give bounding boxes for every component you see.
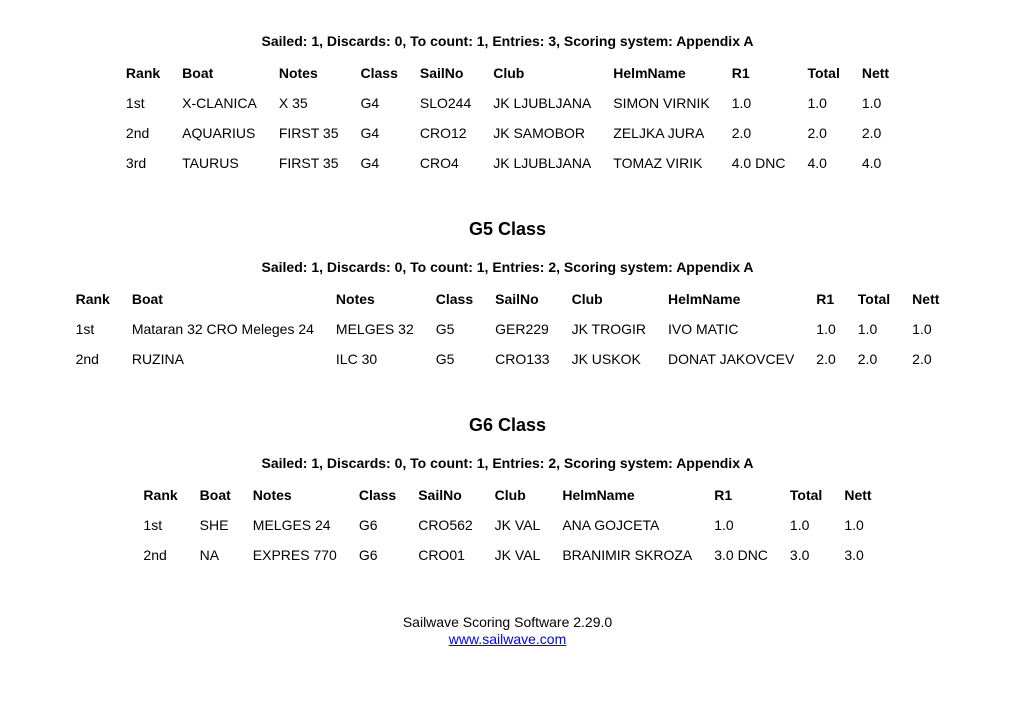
cell-club: JK TROGIR <box>571 321 646 337</box>
cell-notes: MELGES 32 <box>335 321 414 337</box>
cell-boat: X-CLANICA <box>182 95 257 111</box>
cell-sailno: CRO12 <box>419 125 467 141</box>
cell-rank: 1st <box>125 95 145 111</box>
table-row <box>132 540 882 570</box>
cell-helmname: ZELJKA JURA <box>613 125 705 141</box>
table-row <box>115 88 900 118</box>
cell-helmname: TOMAZ VIRIK <box>613 155 703 171</box>
cell-rank: 2nd <box>75 351 99 367</box>
column-header-class: Class <box>360 65 398 81</box>
software-credit: Sailwave Scoring Software 2.29.0 <box>402 614 613 630</box>
cell-rank: 1st <box>143 517 163 533</box>
cell-r1: 3.0 DNC <box>714 547 768 563</box>
sailwave-website-link[interactable]: www.sailwave.com <box>448 631 567 648</box>
cell-class: G5 <box>435 351 455 367</box>
cell-class: G4 <box>360 155 380 171</box>
column-header-rank: Rank <box>125 65 161 81</box>
cell-nett: 2.0 <box>912 351 932 367</box>
table-row <box>115 148 900 178</box>
column-header-total: Total <box>789 487 823 503</box>
cell-club: JK LJUBLJANA <box>493 155 592 171</box>
cell-nett: 2.0 <box>861 125 882 141</box>
cell-rank: 2nd <box>143 547 167 563</box>
cell-rank: 3rd <box>125 155 147 171</box>
column-header-class: Class <box>435 291 474 307</box>
cell-nett: 1.0 <box>912 321 932 337</box>
cell-helmname: BRANIMIR SKROZA <box>562 547 693 563</box>
column-header-helmname: HelmName <box>562 487 635 503</box>
class-heading-g6: G6 Class <box>468 415 547 435</box>
column-header-nett: Nett <box>912 291 940 307</box>
class-heading-g5: G5 Class <box>468 219 547 239</box>
cell-club: JK LJUBLJANA <box>493 95 592 111</box>
cell-class: G4 <box>360 95 380 111</box>
column-header-notes: Notes <box>335 291 375 307</box>
table-row <box>115 118 900 148</box>
scoring-summary-g4: Sailed: 1, Discards: 0, To count: 1, Entries: 3, Scoring system: Appendix A <box>261 33 754 49</box>
scoring-summary-g6: Sailed: 1, Discards: 0, To count: 1, Entries: 2, Scoring system: Appendix A <box>261 455 754 471</box>
column-header-rank: Rank <box>143 487 178 503</box>
scoring-summary-g5: Sailed: 1, Discards: 0, To count: 1, Entries: 2, Scoring system: Appendix A <box>261 259 754 275</box>
column-header-r1: R1 <box>714 487 733 503</box>
column-header-r1: R1 <box>731 65 750 81</box>
footer <box>0 614 1015 678</box>
cell-r1: 4.0 DNC <box>731 155 786 171</box>
results-table-g5 <box>65 284 951 374</box>
table-row <box>65 314 951 344</box>
column-header-class: Class <box>358 487 397 503</box>
cell-notes: X 35 <box>278 95 308 111</box>
cell-boat: Mataran 32 CRO Meleges 24 <box>131 321 314 337</box>
column-header-sailno: SailNo <box>495 291 539 307</box>
cell-total: 1.0 <box>807 95 827 111</box>
header-row <box>65 284 951 314</box>
results-table-g6 <box>132 480 882 570</box>
cell-sailno: CRO4 <box>419 155 459 171</box>
cell-club: JK SAMOBOR <box>493 125 586 141</box>
cell-notes: ILC 30 <box>335 351 378 367</box>
cell-r1: 1.0 <box>816 321 836 337</box>
column-header-helmname: HelmName <box>613 65 686 81</box>
column-header-r1: R1 <box>816 291 835 307</box>
class-section-g6 <box>0 416 1015 570</box>
cell-total: 2.0 <box>857 351 878 367</box>
cell-notes: FIRST 35 <box>278 155 339 171</box>
column-header-nett: Nett <box>844 487 872 503</box>
cell-boat: SHE <box>199 517 229 533</box>
cell-nett: 1.0 <box>861 95 882 111</box>
cell-r1: 1.0 <box>714 517 734 533</box>
cell-boat: RUZINA <box>131 351 184 367</box>
results-table-g4 <box>115 58 900 178</box>
cell-notes: FIRST 35 <box>278 125 339 141</box>
cell-club: JK VAL <box>494 547 541 563</box>
cell-sailno: SLO244 <box>419 95 472 111</box>
column-header-nett: Nett <box>861 65 890 81</box>
cell-sailno: GER229 <box>495 321 549 337</box>
cell-sailno: CRO133 <box>495 351 550 367</box>
cell-rank: 2nd <box>125 125 150 141</box>
class-section-g5 <box>0 220 1015 374</box>
cell-nett: 3.0 <box>844 547 864 563</box>
cell-notes: MELGES 24 <box>252 517 331 533</box>
cell-boat: NA <box>199 547 220 563</box>
class-section-g4 <box>0 34 1015 178</box>
cell-club: JK VAL <box>494 517 541 533</box>
header-row <box>132 480 882 510</box>
cell-helmname: ANA GOJCETA <box>562 517 660 533</box>
column-header-club: Club <box>571 291 603 307</box>
column-header-notes: Notes <box>252 487 292 503</box>
header-row <box>115 58 900 88</box>
cell-nett: 1.0 <box>844 517 864 533</box>
cell-class: G5 <box>435 321 455 337</box>
cell-class: G4 <box>360 125 380 141</box>
cell-nett: 4.0 <box>861 155 882 171</box>
cell-total: 1.0 <box>789 517 810 533</box>
cell-sailno: CRO562 <box>418 517 473 533</box>
cell-r1: 2.0 <box>816 351 836 367</box>
cell-sailno: CRO01 <box>418 547 465 563</box>
column-header-boat: Boat <box>131 291 163 307</box>
cell-class: G6 <box>358 517 378 533</box>
cell-notes: EXPRES 770 <box>252 547 337 563</box>
column-header-total: Total <box>857 291 891 307</box>
column-header-boat: Boat <box>199 487 231 503</box>
column-header-notes: Notes <box>278 65 318 81</box>
column-header-helmname: HelmName <box>668 291 741 307</box>
cell-helmname: SIMON VIRNIK <box>613 95 710 111</box>
column-header-club: Club <box>493 65 525 81</box>
cell-club: JK USKOK <box>571 351 641 367</box>
column-header-club: Club <box>494 487 526 503</box>
cell-rank: 1st <box>75 321 95 337</box>
table-row <box>132 510 882 540</box>
cell-class: G6 <box>358 547 378 563</box>
column-header-sailno: SailNo <box>419 65 464 81</box>
cell-total: 4.0 <box>807 155 827 171</box>
column-header-total: Total <box>807 65 840 81</box>
cell-helmname: DONAT JAKOVCEV <box>668 351 795 367</box>
column-header-sailno: SailNo <box>418 487 462 503</box>
cell-r1: 2.0 <box>731 125 752 141</box>
cell-helmname: IVO MATIC <box>668 321 739 337</box>
table-row <box>65 344 951 374</box>
cell-total: 2.0 <box>807 125 827 141</box>
column-header-boat: Boat <box>182 65 214 81</box>
cell-r1: 1.0 <box>731 95 752 111</box>
cell-boat: TAURUS <box>182 155 239 171</box>
cell-total: 1.0 <box>857 321 878 337</box>
cell-total: 3.0 <box>789 547 810 563</box>
cell-boat: AQUARIUS <box>182 125 256 141</box>
column-header-rank: Rank <box>75 291 110 307</box>
